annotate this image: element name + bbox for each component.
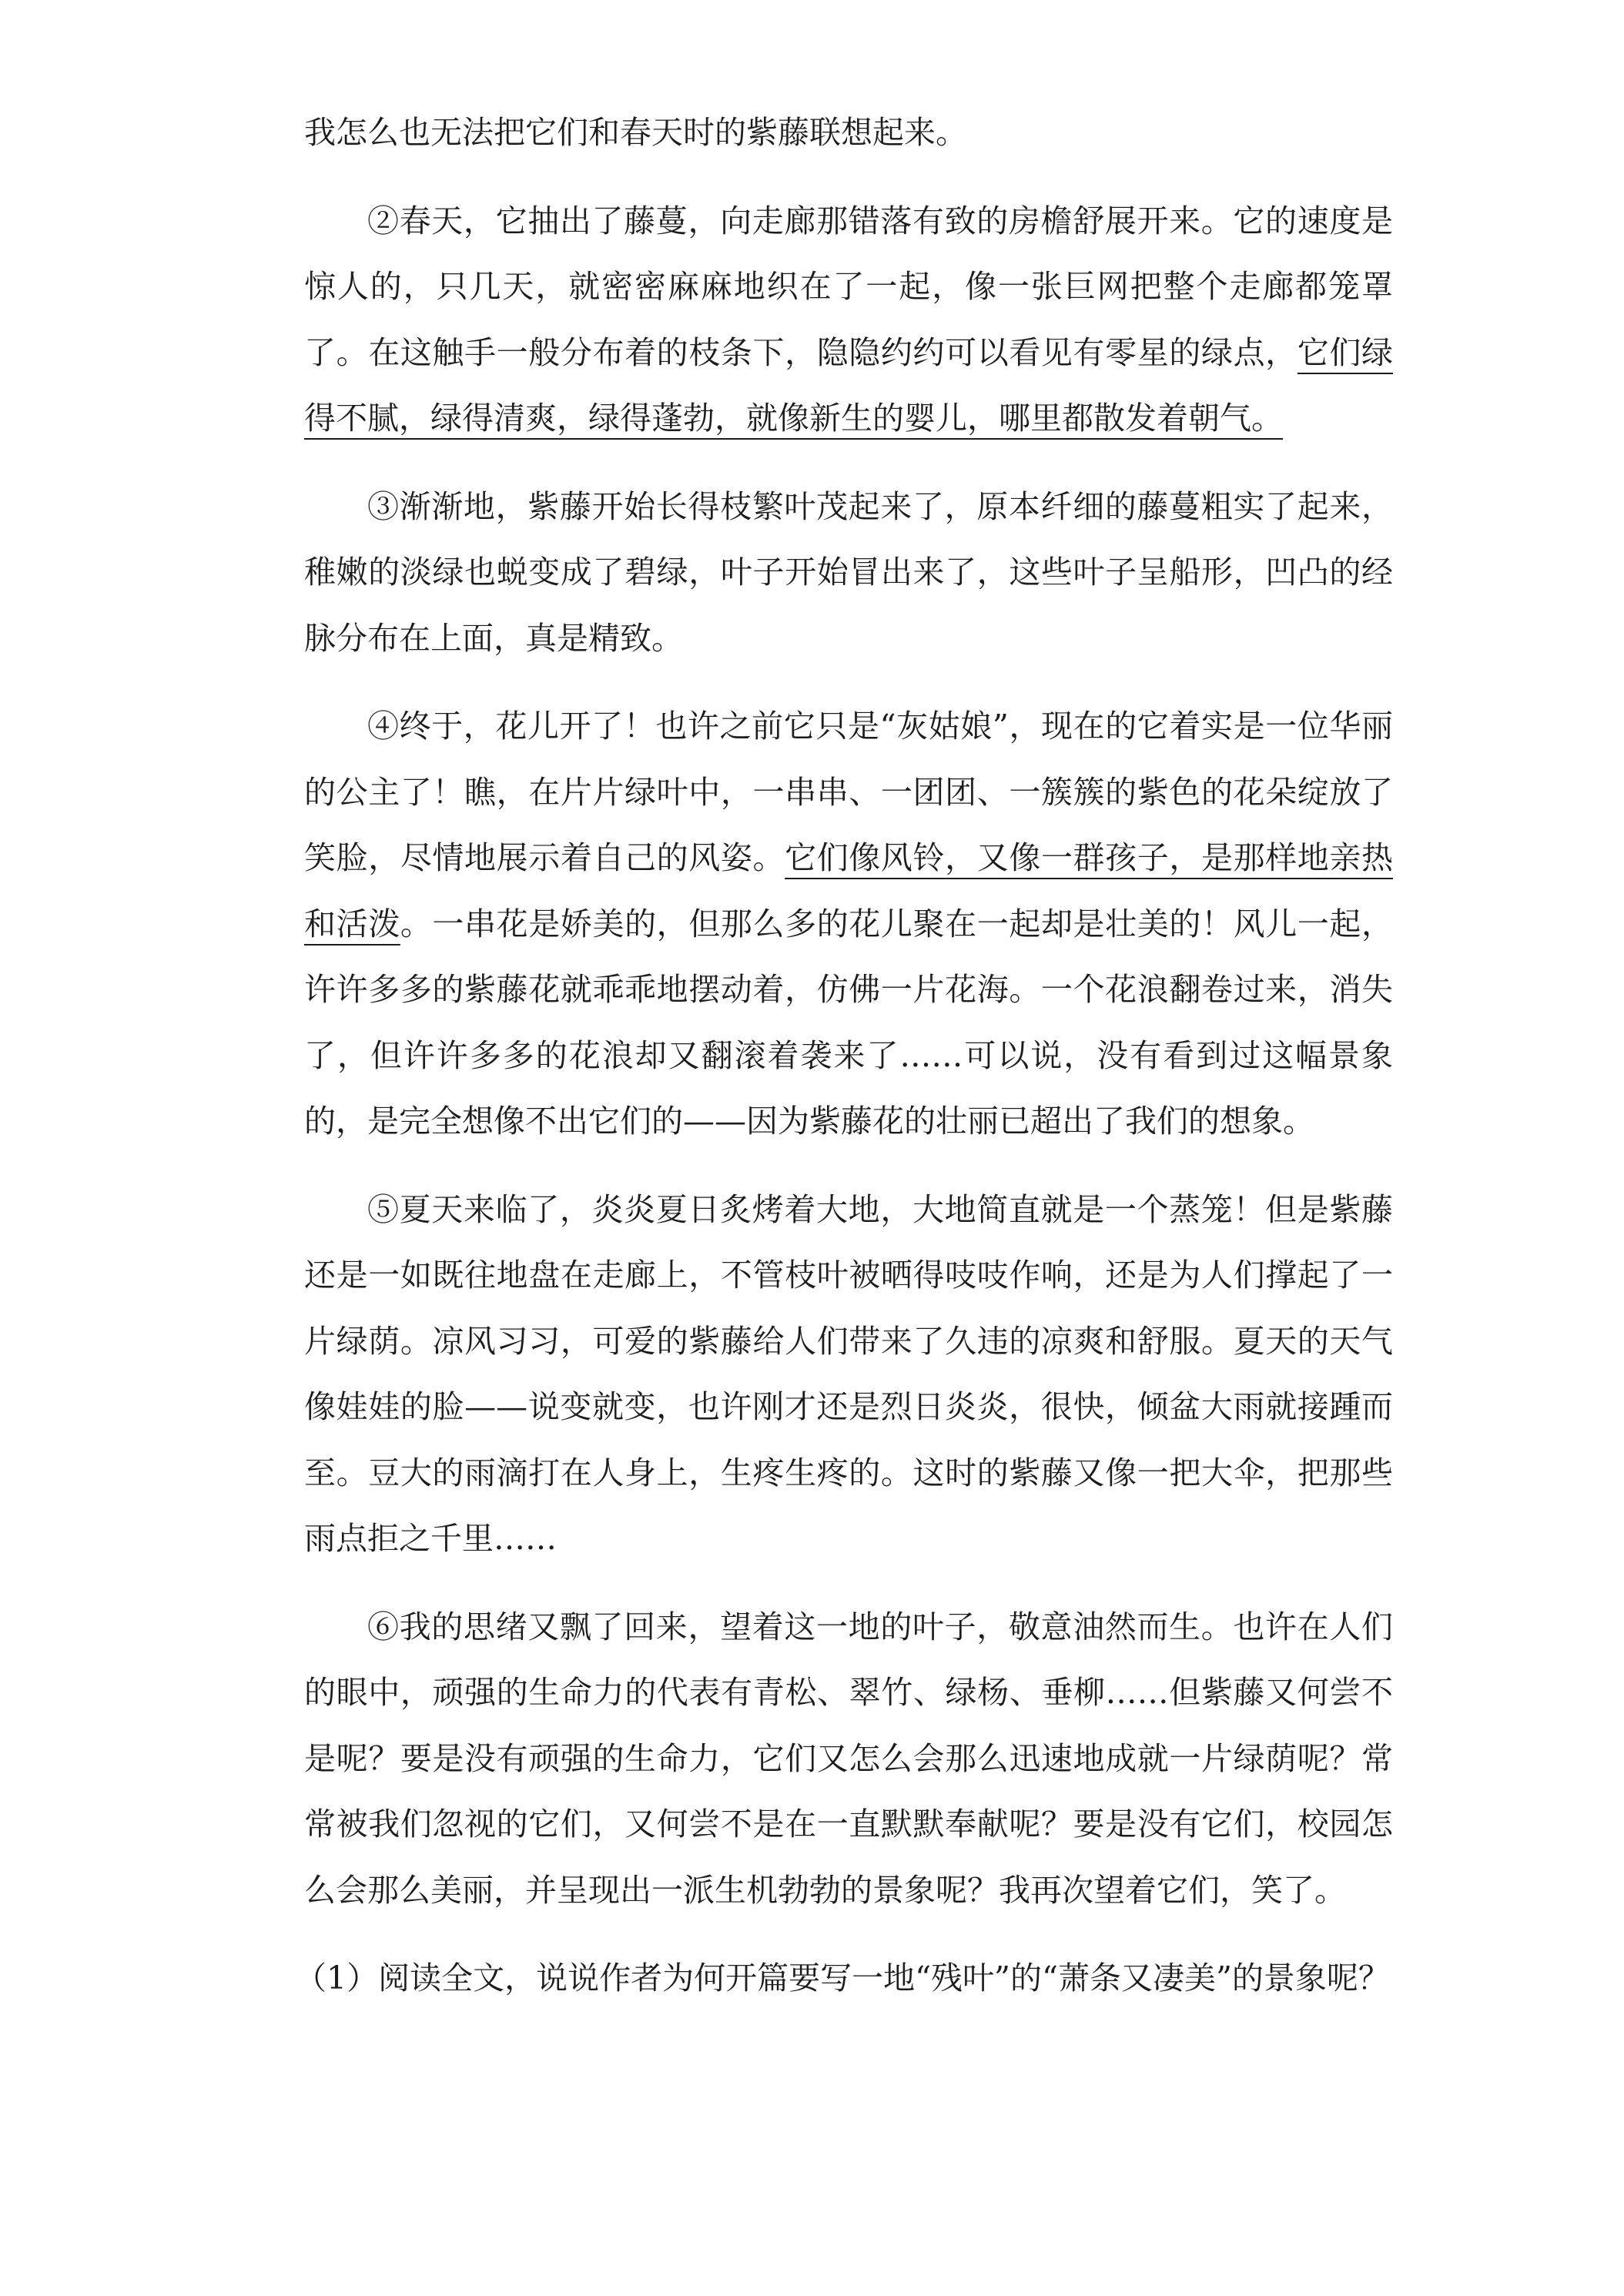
paragraph-p3	[304, 474, 1393, 672]
text-segment: ③渐渐地，紫藤开始长得枝繁叶茂起来了，原本纤细的藤蔓粗实了起来，稚嫩的淡绿也蜕变成了碧绿，叶子开始冒出来了，这些叶子呈船形，凹凸的经脉分布在上面，真是精致。	[304, 487, 1393, 657]
paragraph-p5	[304, 1177, 1393, 1572]
underlined-sentence: 它们绿得不腻，绿得清爽，绿得蓬勃，就像新生的婴儿，哪里都散发着朝气。	[304, 333, 1394, 437]
underlined-sentence: 它们像风铃，又像一群孩子，是那样地亲热和活泼	[304, 839, 1394, 942]
text-segment: ②春天，它抽出了藤蔓，向走廊那错落有致的房檐舒展开来。它的速度是惊人的，只几天，就密密麻麻地织在了一起，像一张巨网把整个走廊都笼罩了。在这触手一般分布着的枝条下，隐隐约约可以看见有零星的绿点，	[304, 202, 1393, 371]
paragraph-p1-cont	[304, 100, 1393, 166]
text-segment: ⑤夏天来临了，炎炎夏日炙烤着大地，大地简直就是一个蒸笼！但是紫藤还是一如既往地盘在走廊上，不管枝叶被晒得吱吱作响，还是为人们撑起了一片绿荫。凉风习习，可爱的紫藤给人们带来了久违的凉爽和舒服。夏天的天气像娃娃的脸——说变就变，也许刚才还是烈日炎炎，很快，倾盆大雨就接踵而至。豆大的雨滴打在人身上，生疼生疼的。这时的紫藤又像一把大伞，把那些雨点拒之千里……	[304, 1190, 1393, 1557]
reading-passage	[304, 100, 1393, 1923]
paragraph-p6	[304, 1595, 1393, 1924]
text-segment: ⑥我的思绪又飘了回来，望着这一地的叶子，敬意油然而生。也许在人们的眼中，顽强的生命力的代表有青松、翠竹、绿杨、垂柳……但紫藤又何尝不是呢？要是没有顽强的生命力，它们又怎么会那么迅速地成就一片绿荫呢？常常被我们忽视的它们，又何尝不是在一直默默奉献呢？要是没有它们，校园怎么会那么美丽，并呈现出一派生机勃勃的景象呢？我再次望着它们，笑了。	[304, 1608, 1393, 1909]
text-segment: 。一串花是娇美的，但那么多的花儿聚在一起却是壮美的！风儿一起，许许多多的紫藤花就乖乖地摆动着，仿佛一片花海。一个花浪翻卷过来，消失了，但许许多多的花浪却又翻滚着袭来了……可以说，没有看到过这幅景象的，是完全想像不出它们的——因为紫藤花的壮丽已超出了我们的想象。	[304, 905, 1394, 1140]
paragraph-p4	[304, 694, 1393, 1155]
question-1: （1）阅读全文，说说作者为何开篇要写一地“残叶”的“萧条又凄美”的景象呢？	[295, 1960, 1390, 1996]
paragraph-p2	[304, 189, 1393, 452]
text-segment: 我怎么也无法把它们和春天时的紫藤联想起来。	[304, 114, 967, 151]
text-segment: ④终于，花儿开了！也许之前它只是“灰姑娘”，现在的它着实是一位华丽的公主了！瞧，在片片绿叶中，一串串、一团团、一簇簇的紫色的花朵绽放了笑脸，尽情地展示着自己的风姿。	[304, 708, 1393, 876]
